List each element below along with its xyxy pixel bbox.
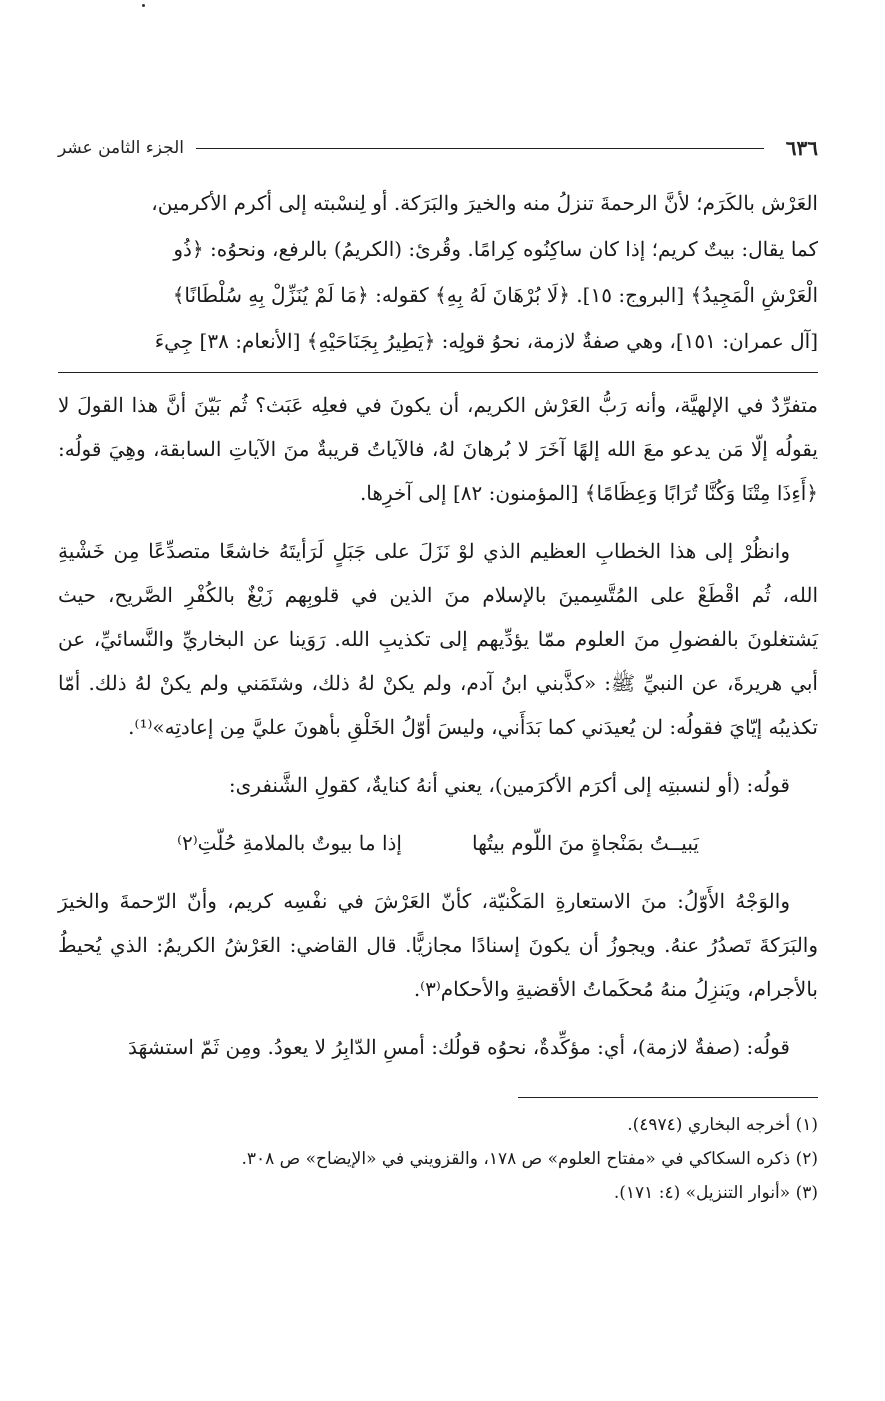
header-rule xyxy=(196,148,764,149)
page-number: ٦٣٦ xyxy=(785,136,818,160)
volume-title: الجزء الثامن عشر xyxy=(58,138,185,158)
footnote: (١) أخرجه البخاري (٤٩٧٤). xyxy=(627,1115,818,1135)
verse-second-hemistich: إذا ما بيوتٌ بالملامةِ حُلّتِ⁽٢⁾ xyxy=(177,831,402,855)
footnote-rule xyxy=(518,1097,818,1098)
commentary-paragraph: قولُه: (صفةٌ لازمة)، أي: مؤكِّدةٌ، نحوُه قولُك: أمسِ الدّابِرُ لا يعودُ. ومِن ثَمّ استشهَدَ xyxy=(128,1035,790,1059)
footnotes xyxy=(58,1108,818,1210)
commented-text-line: الْعَرْشِ الْمَجِيدُ﴾ [البروج: ١٥]. ﴿لَا بُرْهَانَ لَهُ بِهِ﴾ كقوله: ﴿مَا لَمْ يُنَزِّلْ بِهِ سُلْطَانًا﴾ xyxy=(172,283,818,307)
poetry-verse xyxy=(58,821,818,865)
commented-text-line: العَرْش بالكَرَم؛ لأنَّ الرحمةَ تنزلُ منه والخيرَ والبَرَكة. أو لِنسْبته إلى أكرم الأكرمين، xyxy=(151,191,818,215)
footnote: (٢) ذكره السكاكي في «مفتاح العلوم» ص ١٧٨، والقزويني في «الإيضاح» ص ٣٠٨. xyxy=(241,1149,818,1169)
commented-text-line: كما يقال: بيتٌ كريم؛ إذا كان ساكِنُوه كِرامًا. وقُرئ: (الكريمُ) بالرفع، ونحوُه: ﴿ذُو xyxy=(173,237,818,261)
running-header xyxy=(58,130,818,166)
commented-text-block xyxy=(58,180,818,364)
book-page xyxy=(58,130,818,1210)
verse-first-hemistich: يَبيــتُ بمَنْجاةٍ منَ اللّوم بيتُها xyxy=(471,831,699,855)
stray-mark xyxy=(142,4,145,7)
section-divider xyxy=(58,372,818,373)
commentary-paragraph: قولُه: (أو لنسبتِه إلى أكرَم الأكرَمين)، يعني أنهُ كنايةٌ، كقولِ الشَّنفرى: xyxy=(228,773,790,797)
commentary-paragraph: وانظُرْ إلى هذا الخطابِ العظيم الذي لوْ نَزَلَ على جَبَلٍ لَرَأيتَهُ خاشعًا متصدِّعًا مِن خَشْيةِ الله، ثُم اقْطَعْ على المُتَّسِمينَ بالإسلام منَ الذين في قلوبِهم زَيْغٌ بالكُفْرِ الصَّريح، حيث يَشتغلونَ بالفضولِ منَ العلوم ممّا يؤدِّيهم إلى تكذيبِ الله. رَوَينا عن البخاريِّ والنَّسائيِّ، عن أبي هريرةَ، عن النبيِّ ﷺ: «كذَّبني ابنُ آدم، ولم يكنْ لهُ ذلك، وشتَمَني ولم يكنْ لهُ ذلك. أمّا تكذيبُه إيّايَ فقولُه: لن يُعيدَني كما بَدَأَني، وليسَ أوّلُ الخَلْقِ بأهونَ عليَّ مِن إعادتِه»⁽¹⁾. xyxy=(58,539,819,739)
footnote: (٣) «أنوار التنزيل» (٤: ١٧١). xyxy=(613,1183,818,1203)
commentary-paragraph: والوَجْهُ الأَوّلُ: منَ الاستعارةِ المَكْنيّة، كأنّ العَرْشَ في نفْسِه كريم، وأنّ الرّحمةَ والخيرَ والبَرَكةَ تَصدُرُ عنهُ. ويجوزُ أن يكونَ إسنادًا مجازيًّا. قال القاضي: العَرْشُ الكريمُ: الذي يُحيطُ بالأجرام، ويَنزِلُ منهُ مُحكَماتُ الأقضيةِ والأحكام⁽٣⁾. xyxy=(58,889,818,1001)
commented-text-line: [آل عمران: ١٥١]، وهي صفةٌ لازمة، نحوُ قولِه: ﴿يَطِيرُ بِجَنَاحَيْهِ﴾ [الأنعام: ٣٨] جِيءَ xyxy=(154,329,818,353)
commentary-paragraph: متفرِّدٌ في الإلهيَّة، وأنه رَبُّ العَرْش الكريم، أن يكونَ في فعلِه عَبَث؟ ثُم بَيّنَ أنَّ هذا القولَ لا يقولُه إلّا مَن يدعو معَ الله إلهًا آخَرَ لا بُرهانَ لهُ، فالآياتُ قريبةٌ منَ الآياتِ السابقة، وهِيَ قولُه: ﴿أَءِذَا مِتْنَا وَكُنَّا تُرَابًا وَعِظَامًا﴾ [المؤمنون: ٨٢] إلى آخرِها. xyxy=(58,393,818,505)
commentary-block xyxy=(58,383,818,1069)
